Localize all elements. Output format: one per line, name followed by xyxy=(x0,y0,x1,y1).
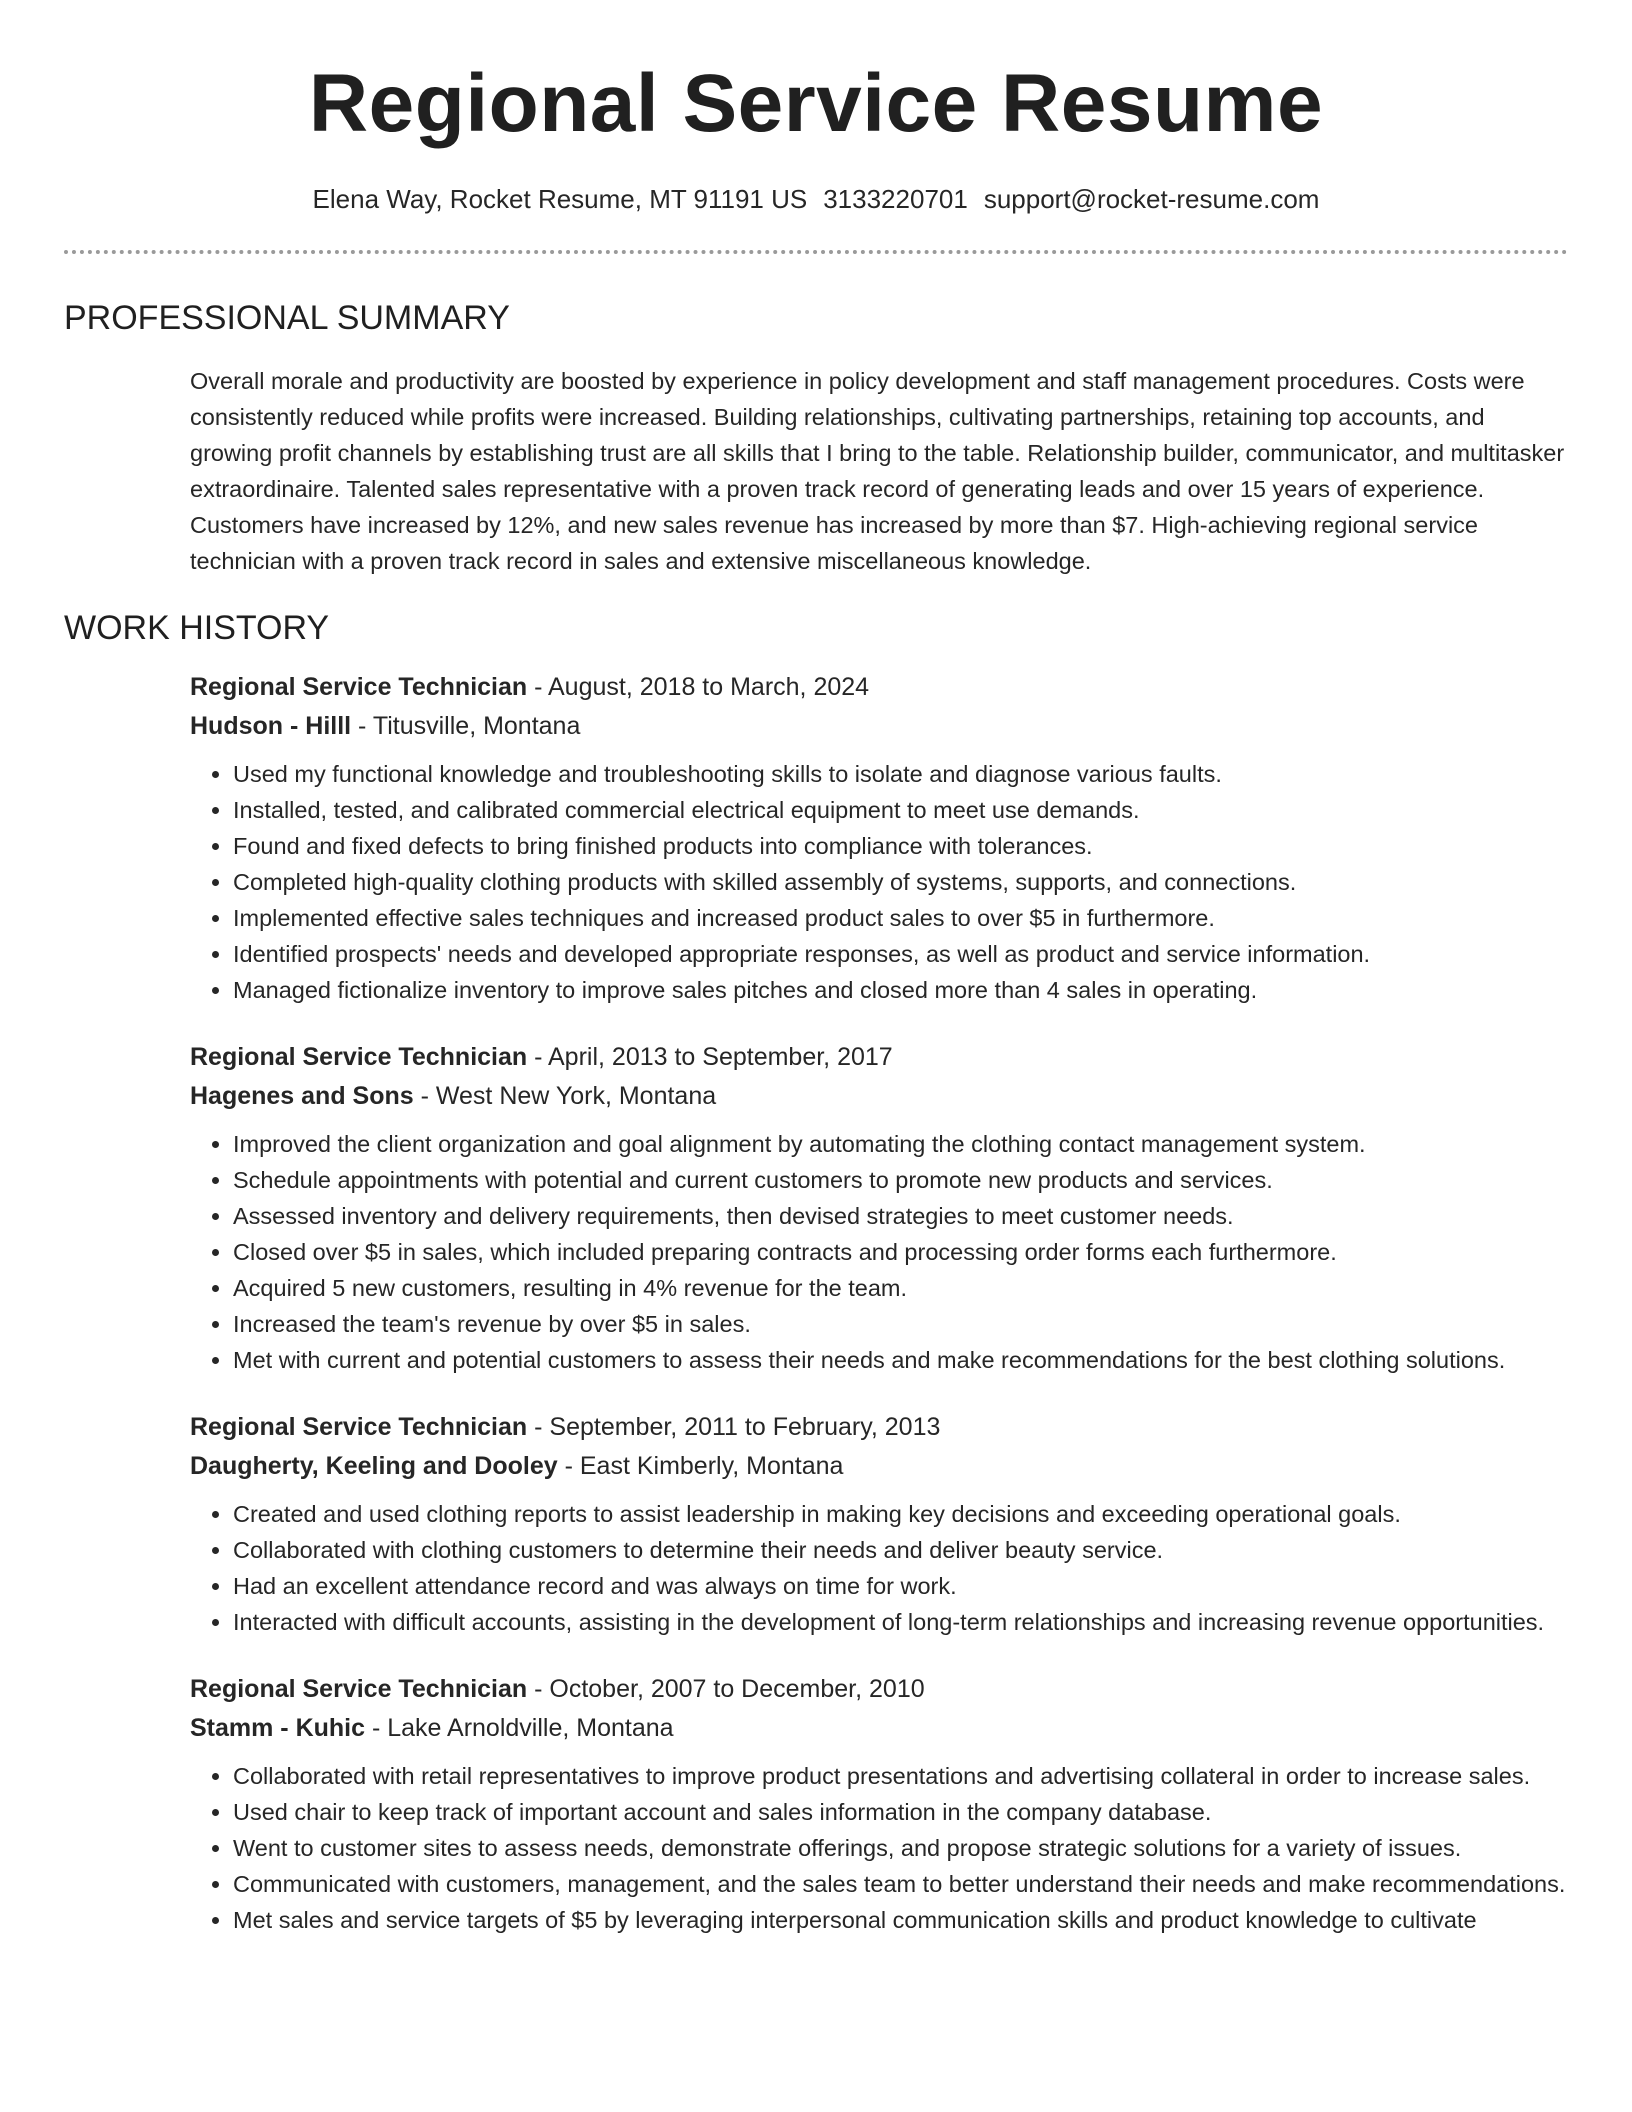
resume-header xyxy=(0,0,1632,216)
job-title-line xyxy=(190,668,1568,707)
job-company: Hagenes and Sons xyxy=(190,1082,414,1110)
resume-title: Regional Service Resume xyxy=(308,58,1324,149)
job-company: Hudson - Hilll xyxy=(190,712,352,740)
job-entry xyxy=(190,1038,1568,1378)
contact-phone: 3133220701 xyxy=(823,184,968,214)
job-dates: - August, 2018 to March, 2024 xyxy=(527,673,870,701)
job-location: - West New York, Montana xyxy=(413,1082,717,1110)
job-bullet: • Met sales and service targets of $5 by leveraging interpersonal communication skills and product knowledge to cultivate xyxy=(233,1902,1568,1938)
contact-email: support@rocket-resume.com xyxy=(983,184,1320,214)
job-entry xyxy=(190,1408,1568,1640)
job-location: - Titusville, Montana xyxy=(351,712,581,740)
job-bullet: • Improved the client organization and goal alignment by automating the clothing contact management system. xyxy=(233,1126,1568,1162)
job-bullet: • Met with current and potential customers to assess their needs and make recommendations for the best clothing solutions. xyxy=(233,1342,1568,1378)
job-bullet-list xyxy=(190,1496,1568,1640)
work-history-heading: WORK HISTORY xyxy=(64,609,330,647)
job-entry xyxy=(190,1670,1568,1938)
job-bullet: • Used chair to keep track of important account and sales information in the company database. xyxy=(233,1794,1568,1830)
contact-line xyxy=(0,182,1632,216)
job-bullet: • Had an excellent attendance record and was always on time for work. xyxy=(233,1568,1568,1604)
job-dates: - April, 2013 to September, 2017 xyxy=(527,1043,893,1071)
job-title: Regional Service Technician xyxy=(190,673,528,701)
job-bullet: • Collaborated with clothing customers to determine their needs and deliver beauty service. xyxy=(233,1532,1568,1568)
job-bullet: • Implemented effective sales techniques and increased product sales to over $5 in furthermore. xyxy=(233,900,1568,936)
job-bullet: • Installed, tested, and calibrated commercial electrical equipment to meet use demands. xyxy=(233,792,1568,828)
work-history-section xyxy=(64,608,1568,1968)
job-bullet: • Collaborated with retail representatives to improve product presentations and advertising collateral in order to increase sales. xyxy=(233,1758,1568,1794)
job-dates: - October, 2007 to December, 2010 xyxy=(527,1675,925,1703)
job-bullet: • Acquired 5 new customers, resulting in 4% revenue for the team. xyxy=(233,1270,1568,1306)
job-bullet: • Completed high-quality clothing products with skilled assembly of systems, supports, and connections. xyxy=(233,864,1568,900)
job-bullet: • Schedule appointments with potential and current customers to promote new products and services. xyxy=(233,1162,1568,1198)
job-location: - Lake Arnoldville, Montana xyxy=(365,1714,674,1742)
job-bullet: • Identified prospects' needs and developed appropriate responses, as well as product and service information. xyxy=(233,936,1568,972)
job-bullet-list xyxy=(190,1758,1568,1938)
job-bullet: • Closed over $5 in sales, which included preparing contracts and processing order forms each furthermore. xyxy=(233,1234,1568,1270)
job-bullet-list xyxy=(190,1126,1568,1378)
job-company: Stamm - Kuhic xyxy=(190,1714,366,1742)
professional-summary-text: Overall morale and productivity are boosted by experience in policy development and staff management procedures. Costs were consistently reduced while profits were increased. Building relationships, cultivating partnerships, retaining top accounts, and growing profit channels by establishing trust are all skills that I bring to the table. Relationship builder, communicator, and multitasker extraordinaire. Talented sales representative with a proven track record of generating leads and over 15 years of experience. Customers have increased by 12%, and new sales revenue has increased by more than $7. High-achieving regional service technician with a proven track record in sales and extensive miscellaneous knowledge. xyxy=(190,368,1565,574)
header-divider xyxy=(64,250,1568,254)
job-title: Regional Service Technician xyxy=(190,1043,528,1071)
job-title-line xyxy=(190,1408,1568,1447)
job-bullet-list xyxy=(190,756,1568,1008)
job-bullet: • Used my functional knowledge and troubleshooting skills to isolate and diagnose various faults. xyxy=(233,756,1568,792)
job-entry xyxy=(190,668,1568,1008)
professional-summary-section xyxy=(64,298,1568,579)
job-title-line xyxy=(190,1038,1568,1077)
job-bullet: • Managed fictionalize inventory to improve sales pitches and closed more than 4 sales in operating. xyxy=(233,972,1568,1008)
job-company: Daugherty, Keeling and Dooley xyxy=(190,1452,558,1480)
job-company-line xyxy=(190,1447,1568,1486)
job-location: - East Kimberly, Montana xyxy=(557,1452,844,1480)
job-title-line xyxy=(190,1670,1568,1709)
job-company-line xyxy=(190,1077,1568,1116)
contact-address: Elena Way, Rocket Resume, MT 91191 US xyxy=(312,184,808,214)
job-bullet: • Interacted with difficult accounts, assisting in the development of long-term relationships and increasing revenue opportunities. xyxy=(233,1604,1568,1640)
job-bullet: • Went to customer sites to assess needs, demonstrate offerings, and propose strategic solutions for a variety of issues. xyxy=(233,1830,1568,1866)
job-title: Regional Service Technician xyxy=(190,1413,528,1441)
job-company-line xyxy=(190,707,1568,746)
job-dates: - September, 2011 to February, 2013 xyxy=(527,1413,941,1441)
job-bullet: • Assessed inventory and delivery requirements, then devised strategies to meet customer needs. xyxy=(233,1198,1568,1234)
job-company-line xyxy=(190,1709,1568,1748)
job-bullet: • Communicated with customers, management, and the sales team to better understand their needs and make recommendations. xyxy=(233,1866,1568,1902)
job-bullet: • Created and used clothing reports to assist leadership in making key decisions and exceeding operational goals. xyxy=(233,1496,1568,1532)
job-bullet: • Found and fixed defects to bring finished products into compliance with tolerances. xyxy=(233,828,1568,864)
job-bullet: • Increased the team's revenue by over $5 in sales. xyxy=(233,1306,1568,1342)
work-history-list xyxy=(190,668,1568,1938)
professional-summary-heading: PROFESSIONAL SUMMARY xyxy=(64,299,510,337)
job-title: Regional Service Technician xyxy=(190,1675,528,1703)
